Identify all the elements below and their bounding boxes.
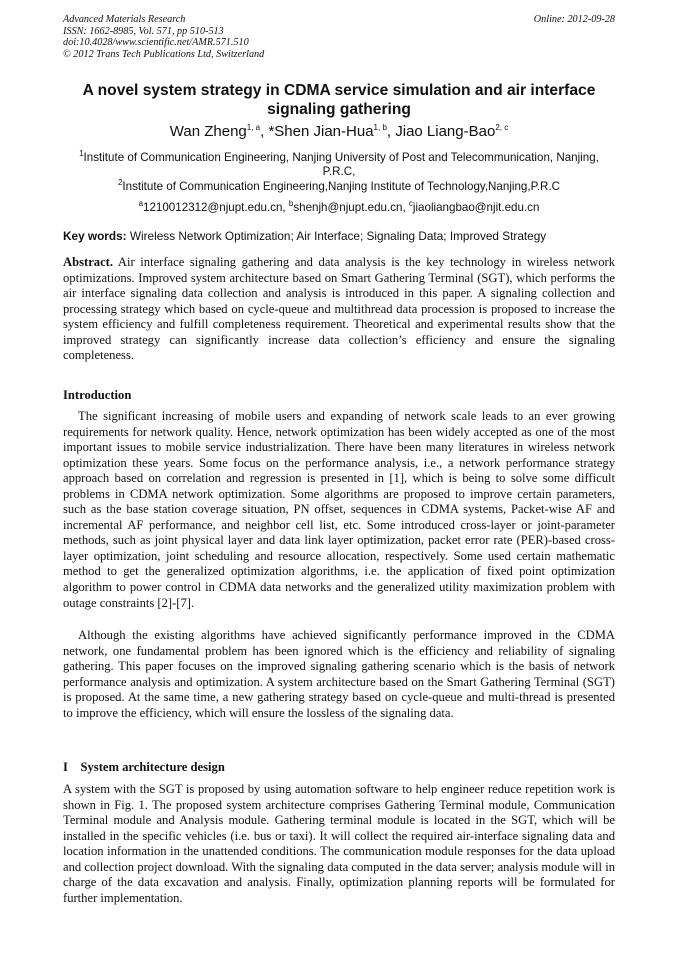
email-address: jiaoliangbao@njit.edu.cn <box>412 201 540 214</box>
system-architecture-paragraph-1: A system with the SGT is proposed by using automation software to help engineer reduce repetition work is shown in Fig. 1. The proposed system architecture comprises Gathering Terminal module, Communication Terminal module and Analysis module. Gathering terminal module is located in the SGT, which will be installed in the specific vehicles (i.e. bus or taxi). It will collect the required air-interface signaling data and location information in the unattended conditions. The communication module responses for the data upload and collection project download. With the signaling data computed in the data server; analysis module will in charge of the data excavation and analysis. Finally, optimization planning reports will be formulated for further implementation. <box>63 782 615 905</box>
author-name: Wan Zheng <box>169 123 247 140</box>
keywords-label: Key words: <box>63 229 127 243</box>
section-heading-system-architecture: I System architecture design <box>63 760 225 774</box>
affiliation-1 <box>63 151 615 179</box>
online-date: Online: 2012-09-28 <box>533 14 615 25</box>
affiliation-superscript: 2 <box>117 178 123 188</box>
author-list <box>63 123 615 141</box>
abstract <box>63 255 615 364</box>
introduction-paragraph-2: Although the existing algorithms have achieved significantly performance improved in the CDMA network, one fundamental problem has been ignored which is the efficiency and reliability of signaling gathering. This paper focuses on the improved signaling gathering scenario which is the basis of network performance analysis and optimization. A system architecture based on the Smart Gathering Terminal (SGT) is proposed. At the same time, a new gathering strategy based on cycle-queue and multi-thread is presented to improve the efficiency, which will ensure the lossless of the signaling data. <box>63 628 615 720</box>
keywords <box>63 229 615 243</box>
email-superscript: c <box>408 199 413 209</box>
author-name: *Shen Jian-Hua <box>268 123 374 140</box>
email-address: shenjh@njupt.edu.cn, <box>293 201 409 214</box>
issn-line: ISSN: 1662-8985, Vol. 571, pp 510-513 <box>63 25 224 37</box>
doi-line: doi:10.4028/www.scientific.net/AMR.571.510 <box>63 37 249 49</box>
author-separator: , <box>260 123 269 140</box>
abstract-text: Air interface signaling gathering and data analysis is the key technology in wireless network optimizations. Improved system architecture based on Smart Gathering Terminal (SGT), which performs the air interface signaling data collection and analysis is introduced in this paper. A signaling collection and processing strategy which based on cycle-queue and multithread data procession is proposed to increase the system efficiency and fulfill completeness requirement. Theoretical and experimental results show that the improved strategy can significantly increase data collection’s efficiency and ensure the signaling completeness. <box>63 255 615 363</box>
paper-title: A novel system strategy in CDMA service simulation and air interface signaling gathering <box>82 82 596 118</box>
author-superscript: 2, c <box>495 123 509 132</box>
affiliation-text: Institute of Communication Engineering,Nanjing Institute of Technology,Nanjing,P.R.C <box>122 180 561 193</box>
introduction-paragraph-1: The significant increasing of mobile users and expanding of network scale leads to an ever growing requirements for network quality. Hence, network optimization has been widely accepted as one of the most important issues to mobile service industrialization. There have been many literatures in wireless network optimization these years. Some focus on the performance analysis, i.e., a network performance strategy approach based on correlation and regression is presented in [1], which is being to solve some difficult problems in CDMA network optimization. Some algorithms are proposed to improve certain parameters, such as the base station coverage situation, PN offset, sequences in CDMA systems, Packet-wise AF and incremental AF performance, and neighbor cell list, etc. Some introduced cross-layer or joint-parameter methods, such as joint physical layer and data link layer optimization, packet error rate (PER)-based cross-layer optimization, joint scheduling and resource allocation, respectively. Some used certain mathematic method to get the generalized optimization algorithms, i.e. the application of fixed point optimization algorithm to power control in CDMA data networks and the generalized utility maximization problem with outage constraints [2]-[7]. <box>63 409 615 610</box>
email-address: 1210012312@njupt.edu.cn, <box>143 201 289 214</box>
email-list <box>63 201 615 215</box>
abstract-label: Abstract. <box>63 255 114 269</box>
author-superscript: 1, a <box>246 123 261 132</box>
journal-meta <box>63 14 264 60</box>
affiliation-text: Institute of Communication Engineering, Nanjing University of Post and Telecommunication, Nanjing, P.R.C, <box>83 151 599 178</box>
copyright-line: © 2012 Trans Tech Publications Ltd, Switzerland <box>63 48 265 60</box>
affiliation-superscript: 1 <box>79 149 84 159</box>
journal-name: Advanced Materials Research <box>63 14 186 25</box>
email-superscript: b <box>288 199 294 209</box>
author-separator: , <box>386 123 396 140</box>
section-heading-introduction: Introduction <box>63 388 132 402</box>
email-superscript: a <box>138 199 144 209</box>
affiliation-2 <box>63 180 615 194</box>
author-superscript: 1, b <box>373 123 387 132</box>
keywords-text: Wireless Network Optimization; Air Interface; Signaling Data; Improved Strategy <box>126 229 547 243</box>
author-name: Jiao Liang-Bao <box>395 123 496 140</box>
